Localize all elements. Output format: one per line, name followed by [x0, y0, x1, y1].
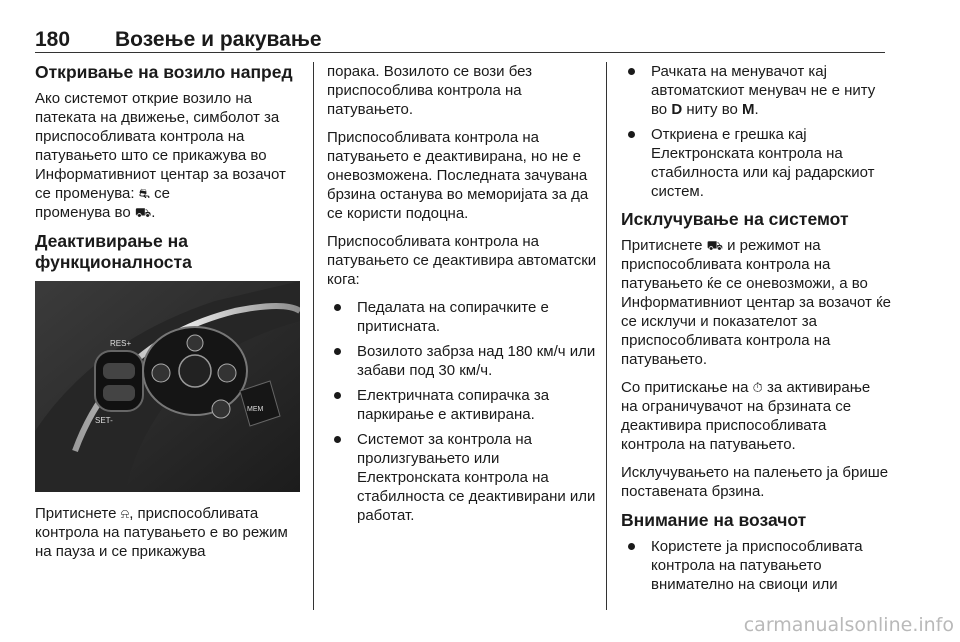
- steering-wheel-illustration: [35, 281, 300, 492]
- auto-deactivate-list: [327, 298, 605, 525]
- text-detect-2: се: [154, 185, 170, 202]
- list-item: Системот за контрола на пролизгувањето или Електронската контрола на стабилноста се деактивирани или работат.: [327, 430, 605, 525]
- paragraph-speed-limiter: [621, 378, 891, 454]
- heading-switch-off: Исклучување на системот: [621, 209, 849, 229]
- warning-list: [621, 537, 891, 594]
- mem-label: MEM: [247, 406, 264, 413]
- auto-deactivate-list-continued: [621, 62, 891, 201]
- paragraph-press-pause: [35, 504, 305, 561]
- text-gear: Рачката на менувачот кај автоматскиот менувач не е ниту во: [651, 63, 876, 118]
- text-limiter-b: за активирање на ограничувачот на брзината се деактивира приспособливата контрола на патувањето.: [621, 379, 871, 453]
- res-label: RES+: [110, 339, 132, 348]
- heading-deactivation: Деактивирање на функционалноста: [35, 231, 192, 272]
- paragraph-deactivated: Приспособливата контрола на патувањето е деактивирана, но не е оневозможена. Последната зачувана брзина останува во меморијата за да се користи подоцна.: [327, 129, 589, 222]
- paragraph-ignition: Исклучувањето на палењето ја брише поставената брзина.: [621, 464, 889, 500]
- column-1: [35, 62, 305, 570]
- set-label: SET-: [95, 416, 113, 425]
- paragraph-message: порака. Возилото се вози без приспособлива контрола на патувањето.: [327, 63, 533, 118]
- page-number: 180: [35, 28, 71, 51]
- paragraph-detect-vehicle: Ако системот открие возило на патеката на движење, симболот за приспособливата контрола на патувањето што се прикажува во Информативниот центар за возачот се променува: ⛐ се променува во ⛟.: [35, 90, 286, 221]
- acc-pause-icon: ⍾: [120, 506, 130, 521]
- list-item: Откриена е грешка кај Електронската контрола на стабилноста или кај радарскиот систем.: [621, 125, 891, 201]
- list-item: Возилото забрза над 180 км/ч или забави под 30 км/ч.: [327, 342, 605, 380]
- gear-d: D: [671, 101, 683, 118]
- heading-detect-vehicle: Откривање на возило напред: [35, 62, 293, 82]
- header-divider: [35, 52, 885, 53]
- list-item: [621, 62, 891, 119]
- list-item: Педалата на сопирачките е притисната.: [327, 298, 605, 336]
- text-period: .: [754, 101, 759, 118]
- gear-m: M: [742, 101, 755, 118]
- column-2: [327, 62, 605, 533]
- paragraph-switch-off: [621, 236, 891, 369]
- heading-driver-attention: Внимание на возачот: [621, 510, 807, 530]
- paragraph-auto-deactivate: Приспособливата контрола на патувањето се деактивира автоматски кога:: [327, 233, 597, 288]
- column-3: [621, 62, 891, 602]
- steering-wheel-controls-photo: [35, 281, 300, 492]
- column-divider-2: [606, 62, 607, 610]
- acc-vehicle-icon: ⛟: [134, 205, 152, 220]
- list-item: Електричната сопирачка за паркирање е активирана.: [327, 386, 605, 424]
- text-detect-3: променува во: [35, 204, 131, 221]
- text-gear-c: ниту во: [686, 101, 738, 118]
- text-off: и режимот на приспособливата контрола на патувањето ќе се оневозможи, а во Информативниот центар за возачот ќе се исклучи и показателот за приспособливата контрола на патувањето.: [621, 237, 891, 368]
- column-divider-1: [313, 62, 314, 610]
- text-press-off: Притиснете: [621, 237, 703, 254]
- text-detect: Ако системот открие возило на патеката на движење, симболот за приспособливата контрола на патувањето што се прикажува во Информативниот центар за возачот се променува:: [35, 90, 286, 202]
- text-press: Притиснете: [35, 505, 117, 522]
- chapter-title: Возење и ракување: [115, 28, 322, 51]
- acc-icon: ⛐: [138, 186, 150, 201]
- text-limiter: Со притискање на: [621, 379, 749, 396]
- list-item: Користете ја приспособливата контрола на патувањето внимателно на свиоци или: [621, 537, 891, 594]
- speed-limiter-icon: ⏱: [752, 380, 763, 395]
- text-press-b: , приспособливата контрола на патувањето е во режим на пауза и се прикажува: [35, 505, 288, 560]
- page-header: [35, 28, 885, 50]
- acc-off-icon: ⛟: [706, 238, 723, 253]
- watermark: carmanualsonline.info: [743, 614, 954, 636]
